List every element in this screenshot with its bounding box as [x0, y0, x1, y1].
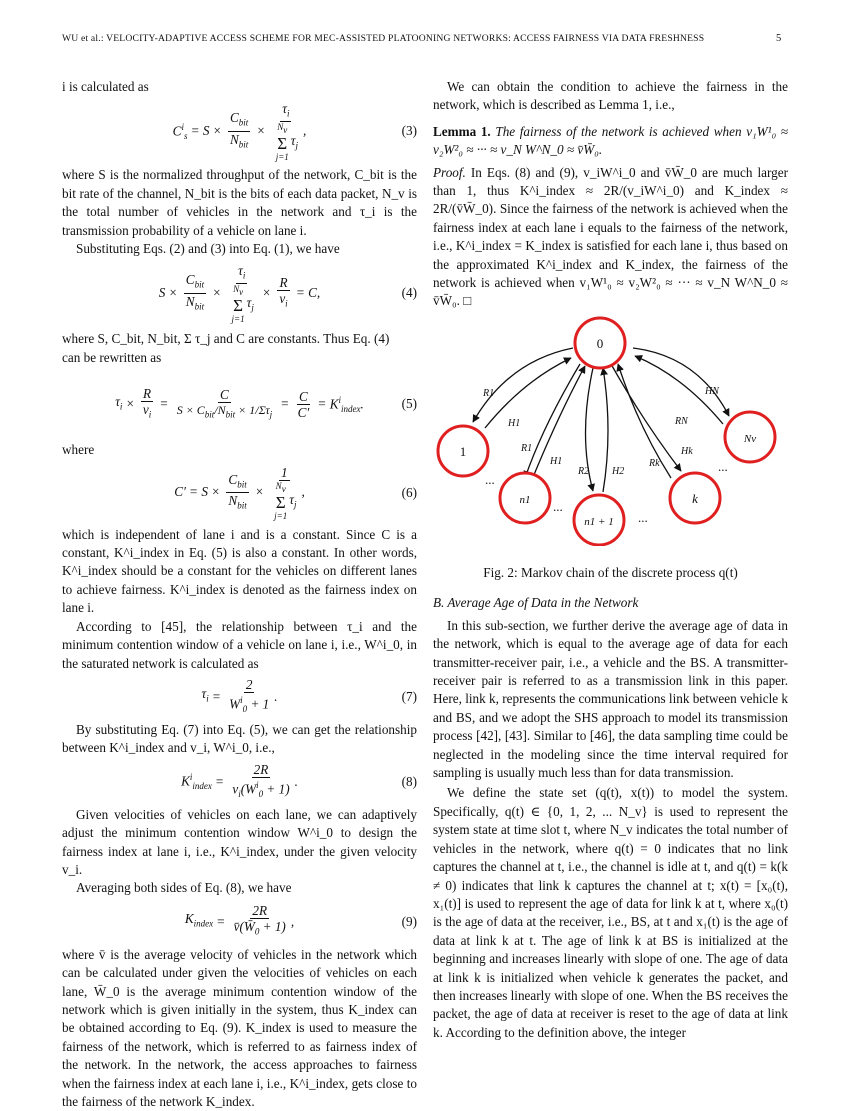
state-nodes [438, 318, 775, 545]
markov-chain-figure [433, 306, 788, 546]
lemma-text: The fairness of the network is achieved when v₁W¹₀ ≈ v₂W²₀ ≈ ··· ≈ v_N W^N_0 ≈ v̄W̄₀. [433, 123, 789, 158]
proof [433, 164, 788, 311]
lemma-label: Lemma 1. [433, 123, 491, 139]
paragraph: Averaging both sides of Eq. (8), we have [76, 880, 292, 896]
node-label: k [692, 491, 698, 506]
paragraph: We can obtain the condition to achieve the fairness in the network, which is described as Lemma 1, i.e., [433, 79, 788, 113]
equation-7: $\tau_i$ = $\frac{2}{W^i_0 + 1}$ . (7) [201, 676, 417, 714]
page-number: 5 [776, 33, 782, 44]
equation-number: (5) [401, 396, 417, 412]
equation-number: (8) [401, 773, 417, 789]
paragraph: Substituting Eqs. (2) and (3) into Eq. (1), we have [76, 241, 340, 257]
edge-label: H1 [508, 418, 521, 429]
paragraph: We define the state set (q(t), x(t)) to model the system. Specifically, q(t) ∈ {0, 1, 2, ... N_v} is used to represent the system state at time slot t, where N_v indicates the total number of vehicles in the network, where q(t) = 0 indicates that no link captures the channel at t, i.e., the channel is idle at t, and q(t) = k(k ≠ 0) indicates that link k captures the channel at t; x(t) = [x₀(t), x₁(t)] is used to represent the age of data for link k at t, where x₀(t) is the age of data at the receiver, i.e., BS, at t and x₁(t) is the age of data at link k at t. The age of link k at BS is initialized at the beginning and increases linearly with slope of one. The age of data at link k is initialized when vehicle k generates the packet, and then increases linearly with slope of one. When the BS receives the packet, the age of data at receiver is reset to the age of data at link k. According to the definition above, the integer [433, 785, 788, 1040]
paragraph: Given velocities of vehicles on each lane, we can adaptively adjust the minimum contention window W^i_0 to design the fairness index at lane i, i.e., K^i_index, under the given velocity v_i. [62, 806, 417, 877]
section-title: B. Average Age of Data in the Network [433, 595, 639, 611]
edge-labels [482, 386, 720, 477]
equation-4: S × $\frac{C_{bit}}{N_{bit}}$ × $\tau_i$ $N_v$ Σ j=1 $\tau_j$ × $\frac{R}{v_i}$ = C, (4) [158, 262, 417, 325]
edge-label: H1 [550, 456, 563, 467]
paragraph: where v̄ is the average velocity of vehicles in the network which can be calculated under given the velocities of vehicles on each lane, W̄_0 is the average minimum contention window of the network which is given initially in the system, thus K_index can be obtained according to Eq. (9). K_index is used to measure the fairness of the network, which is referred to as fairness index of the network. In the network, the access approaches to fairness when the fairness index at each lane i, i.e., K^i_index, gets close to the fairness of the network K_index. [62, 946, 417, 1109]
node-label: Nv [743, 433, 757, 445]
paragraph: can be rewritten as [62, 349, 162, 365]
qed-symbol: □ [463, 293, 472, 309]
right-column [433, 78, 788, 311]
equation-9: $K_{index}$ = $\frac{2R}{v̄(W̄_0 + 1)}$ , (9) [184, 903, 417, 938]
equation-number: (9) [401, 913, 417, 929]
proof-label: Proof. [433, 164, 466, 180]
paragraph: where S, C_bit, N_bit, Σ τ_j and C are constants. Thus Eq. (4) [62, 331, 390, 347]
equation-6: C′ = S × $\frac{C_{bit}}{N_{bit}}$ × 1 $N_v$ Σ j=1 $\tau_j$ , (6) [174, 464, 417, 521]
ellipsis: ... [638, 510, 648, 525]
running-header: WU et al.: VELOCITY-ADAPTIVE ACCESS SCHEME FOR MEC-ASSISTED PLATOONING NETWORKS: ACCESS FAIRNESS VIA DATA FRESHNESS [62, 33, 705, 44]
edge-label: HN [705, 386, 719, 397]
paragraph: By substituting Eq. (7) into Eq. (5), we can get the relationship between K^i_index and v_i, W^i_0, i.e., [62, 721, 417, 756]
edge-label: Hk [681, 446, 693, 457]
edge-label: R1 [483, 388, 495, 399]
left-column [62, 78, 417, 1111]
equation-number: (3) [401, 123, 417, 139]
right-column-lower [433, 564, 788, 1042]
edge-label: R1 [521, 443, 533, 454]
node-label: 0 [596, 336, 604, 351]
paragraph: In this sub-section, we further derive the average age of data in the network, which is equal to the average age of data for each transmitter-receiver pair, i.e., a vehicle and the BS. A transmitter-receiver pair is referred to as a transmission link in this paper. Here, link k, represents the communications link between vehicle k and BS, and we adopt the SHS approach to model its transmission process [42], [43]. Similar to [46], the data sampling time could be neglected in the modeling since the time interval required for sampling is usually much less than for data transmission. [433, 617, 788, 781]
equation-number: (4) [401, 285, 417, 301]
edge-label: R2 [578, 466, 590, 477]
edge-label: RN [675, 416, 688, 427]
figure-caption: Fig. 2: Markov chain of the discrete process q(t) [483, 565, 738, 580]
paragraph: where [62, 442, 95, 458]
node-label: n1 + 1 [584, 516, 614, 528]
equation-3: $C^i_s$ = S × $\frac{C_{bit}}{N_{bit}}$ × $\tau_i$ $N_v$ Σ j=1 $\tau_j$ , (3) [172, 100, 417, 163]
node-label: 1 [459, 444, 467, 459]
lemma [433, 123, 788, 160]
equation-5: $\tau_i$ × $\frac{R}{v_i}$ = $\frac{C}{S \times C_{bit}/N_{bit} \times 1/\Sigma\tau_j}$ = $\frac{C}{C'}$ = $K^i_{index}$. (5) [115, 385, 417, 420]
ellipsis: ... [553, 499, 563, 514]
node-label: n1 [519, 494, 531, 506]
edge-label: H2 [612, 466, 625, 477]
paragraph: i is calculated as [62, 79, 149, 94]
equation-8: $K^i_{index}$ = $\frac{2R}{v_i(W^i_0 + 1)}$ . (8) [181, 761, 417, 799]
equation-number: (6) [401, 484, 417, 500]
proof-text: In Eqs. (8) and (9), v_iW^i_0 and v̄W̄_0 are much larger than 1, thus K^i_index ≈ 2R/(v_iW^i_0) and K_index ≈ 2R/(v̄W̄_0). Since the fairness of the network is achieved when the fairness index at each lane i equals to the fairness of the network, i.e., K^i_index = K_index is satisfied for each lane i, thus based on the approximated K^i_index and K_index, the fairness of the network is achieved when v₁W¹₀ ≈ v₂W²₀ ≈ ··· ≈ v_N W^N_0 ≈ v̄W̄₀. [433, 164, 788, 309]
edge-label: Rk [649, 458, 660, 469]
equation-number: (7) [401, 688, 417, 704]
ellipsis: ... [718, 459, 728, 474]
paragraph: which is independent of lane i and is a constant. Since C is a constant, K^i_index in Eq. (5) is also a constant. In other words, K^i_index should be a constant for the vehicles on different lanes to achieve fairness. K^i_index is denoted as the fairness index on lane i. [62, 526, 417, 616]
ellipsis: ... [485, 472, 495, 487]
paragraph: where S is the normalized throughput of the network, C_bit is the bit rate of the channel, N_bit is the bits of each data packet, N_v is the total number of vehicles in the network and τ_i is the transmission probability of a vehicle on lane i. [62, 167, 417, 238]
paragraph: According to [45], the relationship between τ_i and the minimum contention window of a vehicle on lane i, i.e., W^i_0, in the saturated network is calculated as [62, 618, 417, 671]
